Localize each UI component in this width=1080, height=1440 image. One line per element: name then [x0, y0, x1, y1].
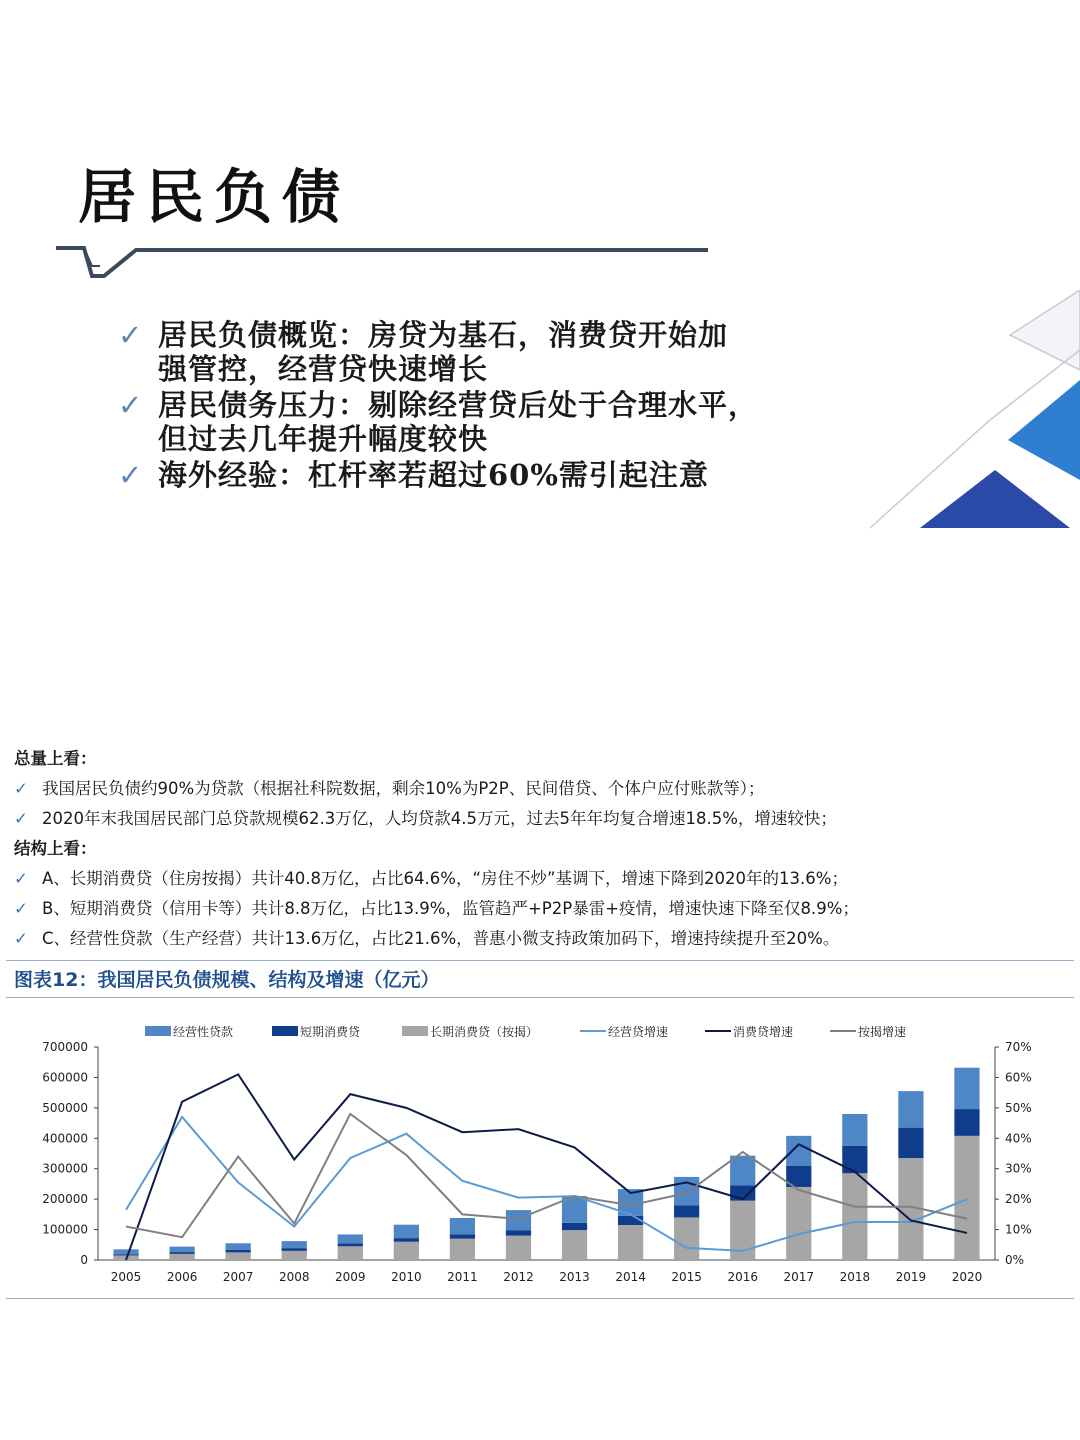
legend-label: 按揭增速 [858, 1025, 907, 1039]
bar-segment [954, 1068, 979, 1109]
key-point-line: 强管控，经营贷快速增长 [158, 352, 489, 386]
key-points [118, 318, 838, 492]
x-tick-label: 2019 [895, 1270, 927, 1284]
note-line [14, 894, 1074, 924]
x-tick-label: 2013 [559, 1270, 590, 1284]
y-tick-label-left: 0 [80, 1253, 88, 1267]
bar-segment [450, 1234, 475, 1238]
checkmark-icon: ✓ [14, 809, 28, 828]
y-tick-label-left: 200000 [42, 1192, 88, 1207]
checkmark-icon: ✓ [14, 869, 28, 888]
bar-segment [394, 1238, 419, 1242]
x-tick-label: 2006 [166, 1270, 198, 1284]
y-tick-label-right: 20% [1005, 1192, 1032, 1207]
x-tick-label: 2012 [503, 1270, 534, 1284]
checkmark-icon: ✓ [14, 779, 28, 798]
legend-label: 消费贷增速 [733, 1025, 794, 1039]
bar-segment [842, 1114, 867, 1146]
growth-line [126, 1114, 967, 1237]
bar-segment [282, 1241, 307, 1248]
key-point-line: 居民负债概览：房贷为基石，消费贷开始加 [158, 318, 729, 352]
y-tick-label-right: 60% [1005, 1070, 1032, 1085]
debt-chart [0, 1005, 1080, 1295]
bar-segment [506, 1230, 531, 1235]
note-text: 我国居民负债约90%为贷款（根据社科院数据，剩余10%为P2P、民间借贷、个体户应付账款等）； [42, 779, 765, 798]
checkmark-icon: ✓ [118, 458, 144, 492]
y-tick-label-right: 70% [1005, 1040, 1032, 1054]
bar-segment [898, 1128, 923, 1158]
key-point [118, 318, 838, 386]
key-point-line: 但过去几年提升幅度较快 [158, 422, 489, 456]
note-line [14, 924, 1074, 954]
y-tick-label-left: 700000 [42, 1040, 88, 1054]
note-text: B、短期消费贷（信用卡等）共计8.8万亿，占比13.9%，监管趋严+P2P暴雷+疫情，增速快速下降至仅8.9%； [42, 899, 859, 918]
bar-segment [954, 1109, 979, 1136]
x-tick-label: 2011 [447, 1270, 478, 1284]
x-tick-label: 2008 [278, 1270, 310, 1284]
growth-line [126, 1074, 967, 1260]
legend-label: 经营贷增速 [608, 1025, 669, 1039]
x-tick-label: 2007 [222, 1270, 254, 1284]
y-tick-label-left: 500000 [42, 1100, 88, 1115]
bar-segment [450, 1239, 475, 1260]
bar-segment [674, 1177, 699, 1205]
structure-header: 结构上看： [14, 839, 97, 858]
y-tick-label-left: 300000 [42, 1161, 88, 1176]
y-tick-label-left: 100000 [42, 1222, 88, 1237]
bar-segment [113, 1254, 138, 1255]
note-text: A、长期消费贷（住房按揭）共计40.8万亿，占比64.6%，“房住不炒”基调下，增速下降到2020年的13.6%； [42, 869, 848, 888]
x-tick-label: 2020 [951, 1270, 983, 1284]
figure-caption: 图表12：我国居民负债规模、结构及增速（亿元） [14, 969, 440, 991]
bar-segment [618, 1225, 643, 1260]
legend-label: 长期消费贷（按揭） [430, 1025, 539, 1039]
checkmark-icon: ✓ [14, 929, 28, 948]
key-point [118, 458, 838, 492]
bar-segment [786, 1136, 811, 1166]
key-point [118, 388, 838, 456]
legend-swatch [402, 1026, 428, 1036]
bar-segment [562, 1223, 587, 1230]
y-tick-label-right: 40% [1005, 1131, 1032, 1146]
bar-segment [954, 1136, 979, 1260]
note-text: 2020年末我国居民部门总贷款规模62.3万亿，人均贷款4.5万元，过去5年年均复合增速18.5%，增速较快； [42, 809, 837, 828]
bar-segment [562, 1230, 587, 1260]
bottom-rule [6, 1298, 1074, 1299]
bar-segment [338, 1243, 363, 1246]
key-point-line: 居民债务压力：剔除经营贷后处于合理水平， [158, 388, 759, 422]
note-line [14, 804, 1074, 834]
y-tick-label-left: 600000 [42, 1070, 88, 1085]
bar-segment [169, 1247, 194, 1252]
note-text: C、经营性贷款（生产经营）共计13.6万亿，占比21.6%，普惠小微支持政策加码下，增速持续提升至20%。 [42, 929, 840, 948]
checkmark-icon: ✓ [14, 899, 28, 918]
y-tick-label-right: 10% [1005, 1222, 1032, 1237]
x-tick-label: 2016 [727, 1270, 758, 1284]
bar-segment [842, 1173, 867, 1260]
bar-segment [898, 1091, 923, 1128]
x-tick-label: 2010 [391, 1270, 422, 1284]
checkmark-icon: ✓ [118, 388, 144, 422]
bar-segment [506, 1236, 531, 1260]
checkmark-icon: ✓ [118, 318, 144, 352]
x-tick-label: 2015 [671, 1270, 702, 1284]
y-tick-label-left: 400000 [42, 1131, 88, 1146]
legend-label: 经营性贷款 [173, 1025, 234, 1039]
legend-swatch [272, 1026, 298, 1036]
bar-segment [226, 1250, 251, 1252]
title-underline [56, 240, 716, 280]
bar-segment [338, 1246, 363, 1260]
bar-segment [394, 1225, 419, 1238]
figure-caption-bar [6, 960, 1074, 998]
bar-segment [674, 1205, 699, 1217]
x-tick-label: 2009 [335, 1270, 366, 1284]
note-line [14, 774, 1074, 804]
growth-line [126, 1117, 967, 1251]
notes-section [14, 744, 1074, 954]
y-tick-label-right: 30% [1005, 1161, 1032, 1176]
bar-segment [730, 1156, 755, 1186]
y-tick-label-right: 0% [1005, 1253, 1025, 1267]
x-tick-label: 2018 [839, 1270, 871, 1284]
y-tick-label-right: 50% [1005, 1100, 1032, 1115]
bar-segment [169, 1254, 194, 1260]
bar-segment [282, 1248, 307, 1251]
bar-segment [394, 1242, 419, 1260]
bar-segment [506, 1210, 531, 1230]
legend-swatch [145, 1026, 171, 1036]
bar-segment [338, 1234, 363, 1243]
bar-segment [226, 1252, 251, 1260]
x-tick-label: 2017 [783, 1270, 815, 1284]
slide-title: 居民负债 [78, 163, 351, 231]
bar-segment [786, 1187, 811, 1260]
legend-label: 短期消费贷 [300, 1025, 361, 1039]
bar-segment [674, 1217, 699, 1260]
note-line [14, 864, 1074, 894]
bar-segment [282, 1251, 307, 1260]
bar-segment [226, 1243, 251, 1250]
x-tick-label: 2005 [110, 1270, 142, 1284]
key-point-line: 海外经验：杠杆率若超过60%需引起注意 [158, 458, 709, 492]
bar-segment [450, 1218, 475, 1234]
x-tick-label: 2014 [615, 1270, 646, 1284]
total-header: 总量上看： [14, 749, 97, 768]
bar-segment [113, 1249, 138, 1254]
bar-segment [842, 1146, 867, 1173]
bar-segment [169, 1252, 194, 1254]
corner-decoration [840, 290, 1080, 530]
